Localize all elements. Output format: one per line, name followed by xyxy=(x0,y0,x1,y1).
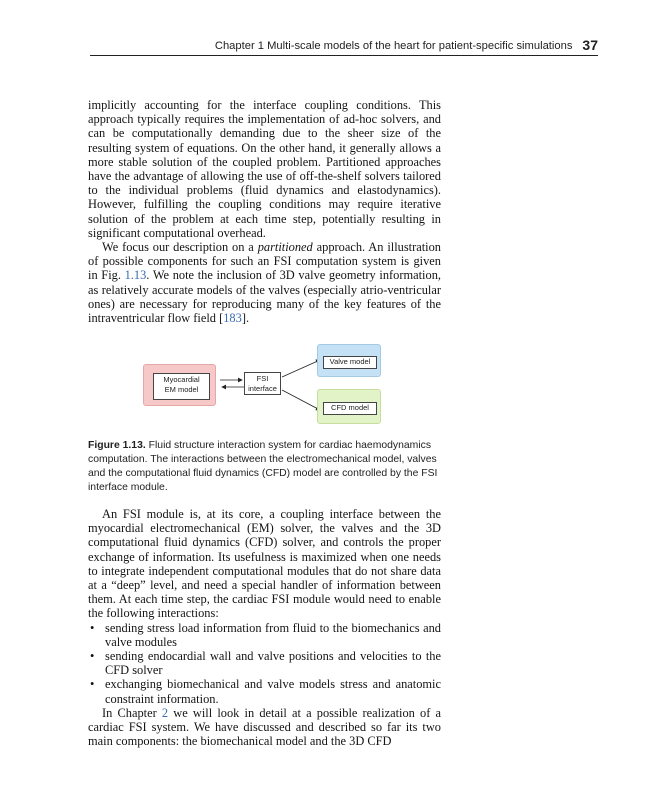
list-item-text: exchanging biomechanical and valve models stress and anatomic constraint information. xyxy=(105,677,441,706)
header-rule xyxy=(90,55,598,56)
paragraph-coupling: implicitly accounting for the interface coupling conditions. This approach typically requires the implementation of ad-hoc solvers, and can be computationally demanding due to the sheer size of the resulting system of equations. On the other hand, it generally allows a more stable solution of the coupled problem. Partitioned approaches have the advantage of allowing the use of off-the-shelf solvers tailored to the individual problems (fluid dynamics and elastodynamics). However, fulfilling the coupling conditions may require iterative solution of the problem at each time step, potentially resulting in significant computational overhead. xyxy=(88,98,441,240)
bullet-icon: • xyxy=(90,620,95,635)
text-run: we will look in detail at a possible realization of a cardiac FSI system. We have discussed and described so far its two main components: the biomechanical model and the 3D CFD xyxy=(88,705,441,749)
cfd-model-group xyxy=(317,389,381,424)
text-run: ]. xyxy=(241,311,250,326)
em-model-label-line1: Myocardial xyxy=(163,375,200,384)
em-model-box xyxy=(153,373,210,400)
list-item xyxy=(88,677,441,705)
text-run: In Chapter xyxy=(102,705,162,720)
arrow-fsi-to-cfd xyxy=(282,390,320,410)
text-run: We focus our description on a xyxy=(102,240,258,255)
paragraph-chapter-2 xyxy=(88,706,441,749)
figure-ref-link[interactable]: 1.13 xyxy=(124,268,147,283)
emphasis-partitioned: partitioned xyxy=(257,240,313,255)
running-title: Chapter 1 Multi-scale models of the heart for patient-specific simulations xyxy=(214,40,573,52)
caption-text: Fluid structure interaction system for cardiac haemodynamics computation. The interactions between the electromechanical model, valves and the computational fluid dynamics (CFD) model are controlled by the FSI interface module. xyxy=(88,440,438,493)
arrow-fsi-to-valve xyxy=(282,360,320,377)
cfd-model-box: CFD model xyxy=(323,402,377,415)
body-text-top xyxy=(88,98,441,325)
bullet-icon: • xyxy=(90,649,95,664)
paragraph-partitioned xyxy=(88,240,441,325)
text-run: approach. An illustration of possible components for such an FSI computation system is given in Fig. xyxy=(88,240,442,283)
em-model-label-line2: EM model xyxy=(164,385,199,394)
list-item xyxy=(88,621,441,649)
interaction-list xyxy=(88,621,441,706)
body-text-bottom xyxy=(88,507,441,748)
figure-caption xyxy=(88,439,443,495)
running-header xyxy=(90,36,598,54)
fsi-diagram xyxy=(140,342,400,432)
fsi-label-line2: interface xyxy=(248,384,277,393)
list-item xyxy=(88,649,441,677)
list-item-text: sending stress load information from fluid to the biomechanics and valve modules xyxy=(105,620,441,649)
fsi-label-line1: FSI xyxy=(256,374,269,383)
citation-link[interactable]: 183 xyxy=(223,311,242,326)
page-number: 37 xyxy=(582,37,598,53)
valve-model-box: Valve model xyxy=(323,356,377,369)
bullet-icon: • xyxy=(90,677,95,692)
caption-number: Figure 1.13. xyxy=(88,440,146,451)
chapter-ref-link[interactable]: 2 xyxy=(161,705,169,720)
list-item-text: sending endocardial wall and valve positions and velocities to the CFD solver xyxy=(105,649,441,678)
fsi-interface-box xyxy=(244,372,281,395)
valve-model-group xyxy=(317,344,381,377)
em-model-group xyxy=(143,364,216,406)
paragraph-fsi-module: An FSI module is, at its core, a coupling interface between the myocardial electromechanical (EM) solver, the valves and the 3D computational fluid dynamics (CFD) solver, and controls the proper exchange of information. Its usefulness is maximized when one needs to integrate independent computational modules that do not share data at a “deep” level, and need a special handler of information between them. At each time step, the cardiac FSI module would need to enable the following interactions: xyxy=(88,507,441,621)
text-run: . We note the inclusion of 3D valve geometry information, as relatively accurate models of the valves (especially atrio-ventricular ones) are necessary for reproducing many of the key features of the intraventricular flow field [ xyxy=(88,268,441,326)
